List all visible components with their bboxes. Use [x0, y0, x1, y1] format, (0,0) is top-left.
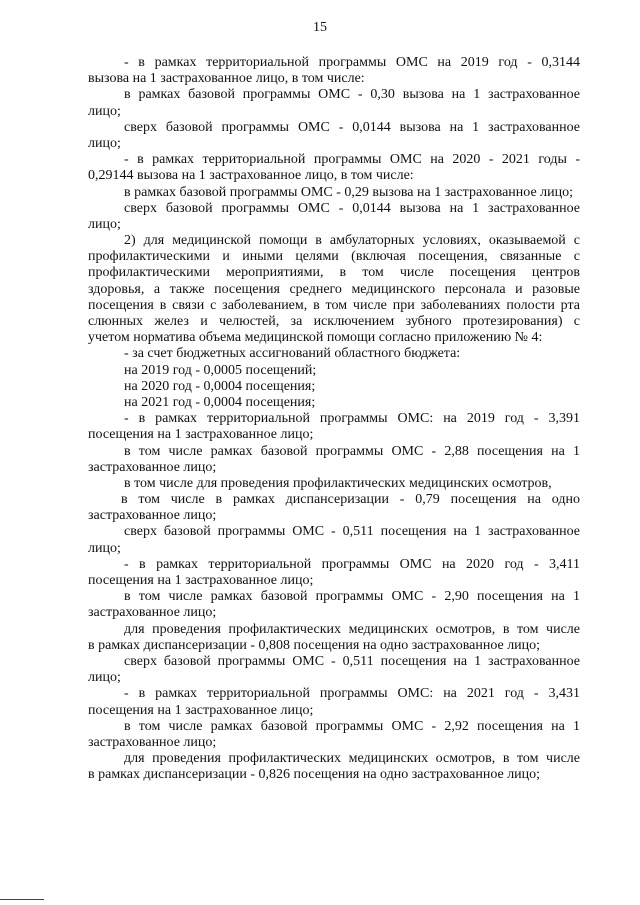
document-body	[88, 55, 580, 783]
text-line: для проведения профилактических медицинских осмотров, в том числе	[124, 751, 580, 767]
text-line: в том числе для проведения профилактических медицинских осмотров,	[124, 475, 552, 491]
text-line: - в рамках территориальной программы ОМС на 2019 год - 0,3144	[124, 55, 580, 70]
text-line: посещения на 1 застрахованное лицо;	[88, 573, 314, 588]
text-line: - в рамках территориальной программы ОМС на 2020 год - 3,411	[124, 556, 580, 572]
text-line: лицо;	[88, 670, 121, 686]
page-number: 15	[313, 20, 327, 35]
text-line: для проведения профилактических медицинских осмотров, в том числе	[124, 621, 580, 637]
text-line: на 2020 год - 0,0004 посещения;	[124, 378, 316, 394]
text-line: застрахованное лицо;	[88, 459, 217, 475]
text-line: в том числе рамках базовой программы ОМС - 2,92 посещения на 1	[124, 718, 580, 734]
text-line: лицо;	[88, 135, 121, 151]
text-line: 2) для медицинской помощи в амбулаторных условиях, оказываемой с	[124, 233, 580, 249]
text-line: 0,29144 вызова на 1 застрахованное лицо, в том числе:	[88, 168, 414, 184]
text-line: в том числе рамках базовой программы ОМС - 2,88 посещения на 1	[124, 443, 580, 459]
text-line: на 2019 год - 0,0005 посещений;	[124, 362, 317, 378]
text-line: посещения на 1 застрахованное лицо;	[88, 702, 314, 718]
text-line: в рамках диспансеризации - 0,826 посещения на одно застрахованное лицо;	[88, 767, 541, 783]
text-line: учетом норматива объема медицинской помощи согласно приложению № 4:	[88, 330, 543, 346]
text-line: лицо;	[88, 103, 121, 119]
text-line: слюнных желез и челюстей, за исключением зубного протезирования) с	[88, 314, 580, 329]
text-line: в рамках базовой программы ОМС - 0,30 вызова на 1 застрахованное	[124, 87, 580, 103]
text-line: посещения в связи с заболеванием, в том числе при заболеваниях полости рта	[88, 297, 580, 313]
text-line: - в рамках территориальной программы ОМС: на 2021 год - 3,431	[124, 686, 580, 702]
text-line: в рамках базовой программы ОМС - 0,29 вызова на 1 застрахованное лицо;	[124, 184, 574, 200]
text-line: сверх базовой программы ОМС - 0,511 посещения на 1 застрахованное	[124, 653, 580, 669]
text-line: сверх базовой программы ОМС - 0,0144 вызова на 1 застрахованное	[124, 119, 580, 135]
text-line: лицо;	[88, 216, 121, 232]
text-line: вызова на 1 застрахованное лицо, в том числе:	[88, 71, 365, 87]
text-line: застрахованное лицо;	[88, 605, 217, 621]
text-line: в том числе в рамках диспансеризации - 0,79 посещения на одно	[121, 492, 580, 508]
text-line: - за счет бюджетных ассигнований областного бюджета:	[124, 346, 461, 362]
text-line: в том числе рамках базовой программы ОМС - 2,90 посещения на 1	[124, 589, 580, 605]
text-line: лицо;	[88, 540, 121, 556]
text-line: посещения на 1 застрахованное лицо;	[88, 427, 314, 443]
text-line: на 2021 год - 0,0004 посещения;	[124, 394, 316, 410]
text-line: сверх базовой программы ОМС - 0,511 посещения на 1 застрахованное	[124, 524, 580, 540]
text-line: сверх базовой программы ОМС - 0,0144 вызова на 1 застрахованное	[124, 200, 580, 216]
text-line: - в рамках территориальной программы ОМС: на 2019 год - 3,391	[124, 411, 580, 427]
text-line: профилактическими и иными целями (включая посещения, связанные с	[88, 249, 580, 265]
text-line: в рамках диспансеризации - 0,808 посещения на одно застрахованное лицо;	[88, 637, 541, 653]
text-line: застрахованное лицо;	[88, 508, 217, 524]
text-line: здоровья, а также посещения среднего медицинского персонала и разовые	[88, 281, 580, 297]
text-line: застрахованное лицо;	[88, 734, 217, 750]
text-line: профилактическими мероприятиями, в том числе посещения центров	[88, 265, 580, 281]
footnote-rule	[0, 899, 44, 900]
text-line: - в рамках территориальной программы ОМС на 2020 - 2021 годы -	[124, 152, 580, 168]
